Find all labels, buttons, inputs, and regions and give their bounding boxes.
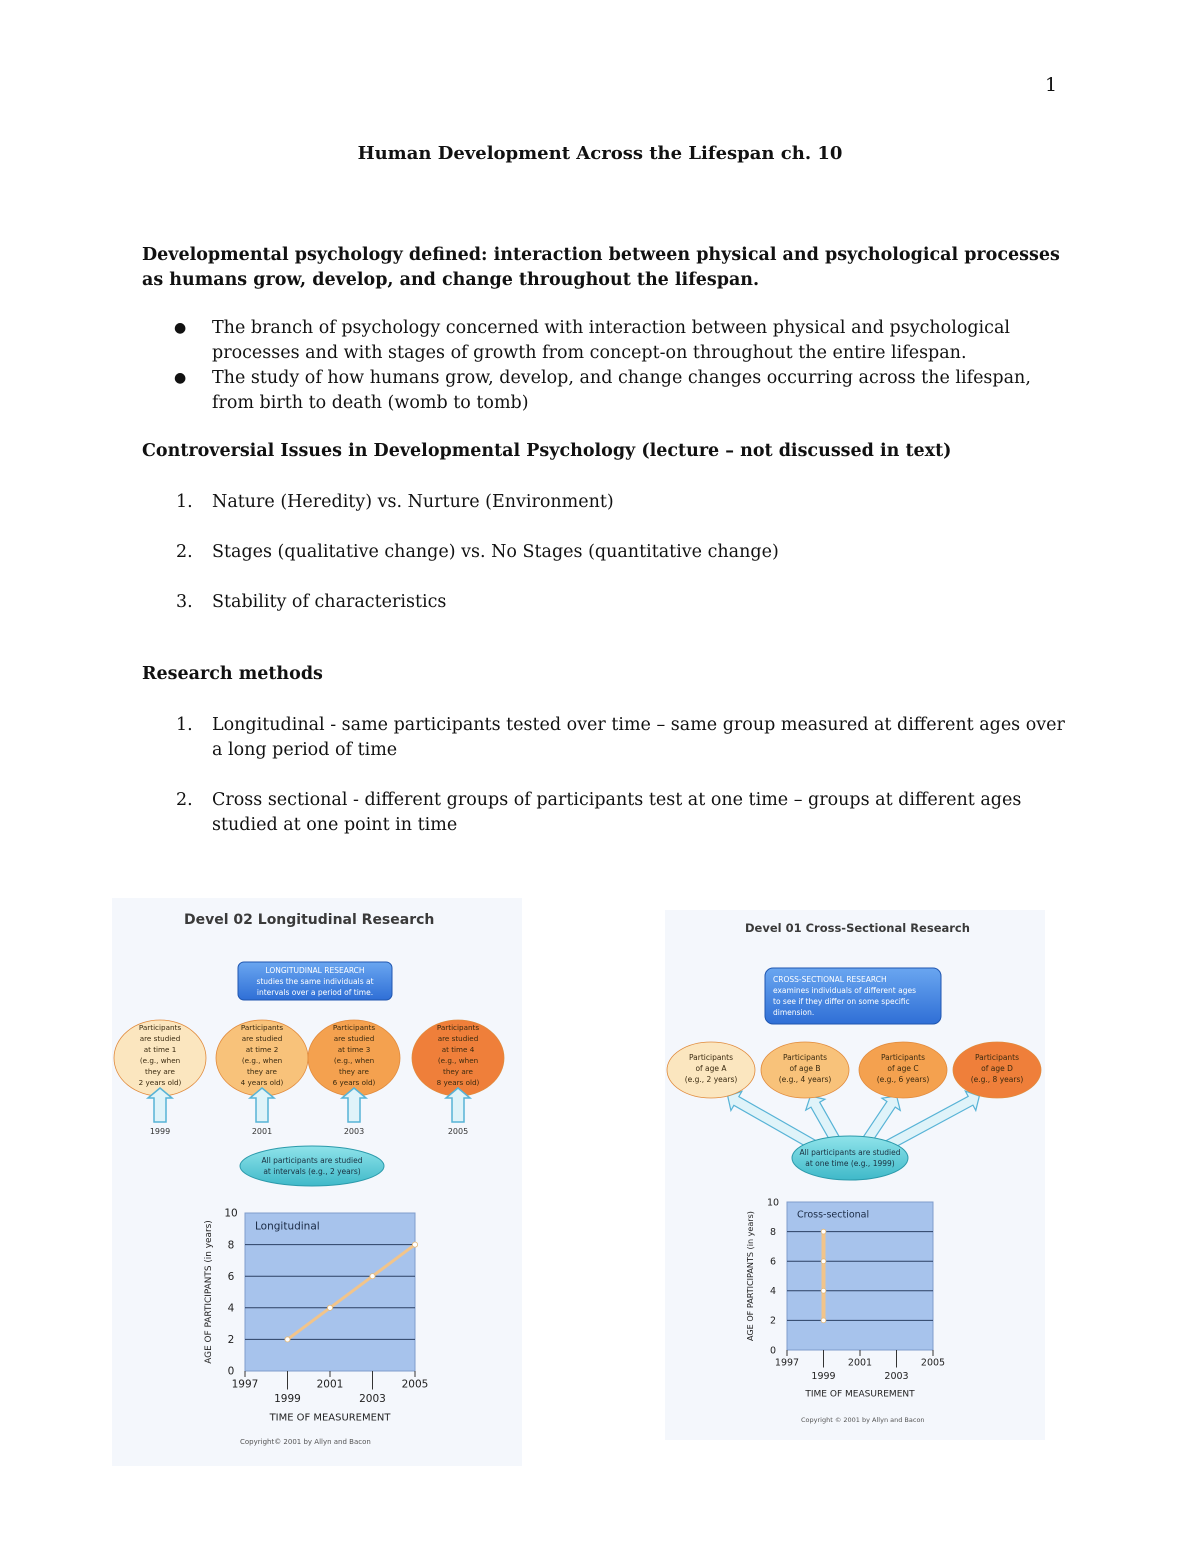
longitudinal-figure [112, 898, 522, 1466]
chart-title: Longitudinal [255, 1220, 320, 1233]
year-label: 2005 [447, 1127, 469, 1136]
y-tick-label: 10 [766, 1197, 780, 1209]
data-point [821, 1229, 826, 1234]
list-item [142, 788, 1072, 838]
circle-text: Participants [688, 1053, 734, 1062]
data-point [370, 1274, 375, 1279]
data-point [412, 1242, 417, 1247]
list-text: Cross sectional - different groups of participants test at one time – groups at different ages studied at one point in time [212, 790, 1022, 835]
box-line: dimension. [773, 1008, 815, 1017]
list-text: Nature (Heredity) vs. Nurture (Environment) [212, 492, 614, 512]
circle-text: they are [443, 1067, 473, 1076]
data-point [327, 1305, 332, 1310]
oval-line: at intervals (e.g., 2 years) [263, 1167, 361, 1176]
y-axis-label: AGE OF PARTICIPANTS (in years) [204, 1220, 214, 1364]
box-line: CROSS-SECTIONAL RESEARCH [773, 975, 887, 984]
x-tick-label: 2003 [884, 1371, 909, 1382]
list-item [142, 590, 1072, 615]
circle-text: (e.g., when [241, 1056, 283, 1065]
y-tick-label: 4 [227, 1302, 235, 1315]
y-tick-label: 2 [769, 1315, 777, 1327]
cross-sectional-figure [665, 910, 1045, 1440]
page-number: 1 [1045, 74, 1058, 96]
y-tick-label: 8 [769, 1226, 777, 1238]
circle-text: of age C [887, 1064, 919, 1073]
box-line: studies the same individuals at [256, 977, 374, 986]
circle-text: (e.g., 4 years) [778, 1075, 832, 1084]
circle-text: are studied [241, 1034, 283, 1043]
circle-text: 2 years old) [138, 1078, 182, 1087]
circle-text: they are [339, 1067, 369, 1076]
circle-text: are studied [437, 1034, 479, 1043]
circle-text: of age B [789, 1064, 821, 1073]
data-point [821, 1288, 826, 1293]
y-tick-label: 2 [227, 1334, 235, 1347]
data-point [821, 1318, 826, 1323]
list-item [142, 713, 1072, 763]
box-line: to see if they differ on some specific [773, 997, 910, 1006]
x-tick-label: 2005 [401, 1378, 429, 1391]
y-tick-label: 0 [227, 1365, 235, 1378]
list-number: 2. [176, 542, 193, 562]
list-number: 2. [176, 790, 193, 810]
summary-oval [792, 1136, 908, 1180]
x-tick-label: 2001 [847, 1357, 873, 1369]
definition-bullet [142, 366, 1072, 416]
oval-line: All participants are studied [261, 1156, 363, 1165]
copyright: Copyright © 2001 by Allyn and Bacon [801, 1416, 925, 1424]
x-tick-label: 1999 [811, 1371, 836, 1382]
year-label: 2001 [251, 1127, 273, 1136]
x-axis-label: TIME OF MEASUREMENT [269, 1412, 391, 1424]
plot-area [787, 1202, 933, 1350]
bullet-icon: ● [174, 320, 187, 336]
circle-text: (e.g., when [139, 1056, 181, 1065]
x-tick-label: 2001 [316, 1378, 344, 1391]
oval-line: All participants are studied [799, 1148, 901, 1157]
y-axis-label: AGE OF PARTICIPANTS (in years) [746, 1211, 755, 1341]
definition-heading: Developmental psychology defined: interaction between physical and psychological processes as humans grow, develop, and change throughout the lifespan. [142, 245, 1060, 290]
y-tick-label: 0 [769, 1345, 777, 1357]
box-line: intervals over a period of time. [256, 988, 374, 997]
bullet-icon: ● [174, 370, 187, 386]
circle-text: (e.g., when [437, 1056, 479, 1065]
circle-text: at time 4 [441, 1045, 475, 1054]
circle-text: they are [247, 1067, 277, 1076]
circle-text: Participants [138, 1023, 182, 1032]
list-text: Stability of characteristics [212, 592, 447, 612]
box-line: examines individuals of different ages [773, 986, 916, 995]
x-tick-label: 1997 [231, 1378, 259, 1391]
copyright: Copyright© 2001 by Allyn and Bacon [240, 1438, 371, 1446]
circle-text: of age A [695, 1064, 727, 1073]
x-tick-label: 1997 [774, 1357, 800, 1369]
data-point [285, 1337, 290, 1342]
research-heading: Research methods [142, 664, 323, 684]
plot-area [245, 1213, 415, 1371]
list-number: 3. [176, 592, 193, 612]
circle-text: (e.g., 6 years) [876, 1075, 930, 1084]
circle-text: Participants [436, 1023, 480, 1032]
circle-text: Participants [974, 1053, 1020, 1062]
circle-text: at time 1 [143, 1045, 177, 1054]
list-item [142, 490, 1072, 515]
chart-title: Cross-sectional [797, 1209, 870, 1221]
x-axis-label: TIME OF MEASUREMENT [805, 1389, 915, 1400]
figure-title: Devel 02 Longitudinal Research [184, 912, 435, 928]
y-tick-label: 4 [769, 1286, 777, 1298]
circle-text: (e.g., when [333, 1056, 375, 1065]
oval-line: at one time (e.g., 1999) [805, 1159, 895, 1168]
bullet-text: The branch of psychology concerned with interaction between physical and psychological processes and with stages of growth from concept-on throughout the entire lifespan. [212, 318, 1010, 363]
circle-text: (e.g., 8 years) [970, 1075, 1024, 1084]
data-point [821, 1259, 826, 1264]
circle-text: Participants [880, 1053, 926, 1062]
summary-oval [240, 1146, 384, 1186]
x-tick-label: 2005 [920, 1357, 946, 1369]
controversial-heading: Controversial Issues in Developmental Psychology (lecture – not discussed in text) [142, 441, 952, 461]
circle-text: at time 3 [337, 1045, 371, 1054]
x-tick-label: 2003 [359, 1393, 386, 1405]
definition-bullet [142, 316, 1072, 366]
year-label: 2003 [343, 1127, 365, 1136]
circle-text: at time 2 [245, 1045, 279, 1054]
circle-text: Participants [240, 1023, 284, 1032]
list-number: 1. [176, 492, 193, 512]
page-title: Human Development Across the Lifespan ch. 10 [357, 143, 843, 164]
circle-text: of age D [981, 1064, 1013, 1073]
circle-text: are studied [139, 1034, 181, 1043]
y-tick-label: 6 [769, 1256, 777, 1268]
circle-text: 8 years old) [436, 1078, 480, 1087]
circle-text: (e.g., 2 years) [684, 1075, 738, 1084]
circle-text: 4 years old) [240, 1078, 284, 1087]
circle-text: 6 years old) [332, 1078, 376, 1087]
y-tick-label: 10 [224, 1207, 238, 1220]
figure-title: Devel 01 Cross-Sectional Research [745, 921, 970, 935]
circle-text: Participants [332, 1023, 376, 1032]
list-text: Longitudinal - same participants tested over time – same group measured at different ages over a long period of time [212, 715, 1065, 760]
circle-text: Participants [782, 1053, 828, 1062]
y-tick-label: 6 [227, 1270, 235, 1283]
box-line: LONGITUDINAL RESEARCH [265, 966, 365, 975]
x-tick-label: 1999 [274, 1393, 301, 1405]
list-item [142, 540, 1072, 565]
list-number: 1. [176, 715, 193, 735]
y-tick-label: 8 [227, 1239, 235, 1252]
year-label: 1999 [149, 1127, 171, 1136]
list-text: Stages (qualitative change) vs. No Stages (quantitative change) [212, 542, 779, 562]
circle-text: are studied [333, 1034, 375, 1043]
circle-text: they are [145, 1067, 175, 1076]
bullet-text: The study of how humans grow, develop, and change changes occurring across the lifespan, from birth to death (womb to tomb) [212, 368, 1031, 413]
